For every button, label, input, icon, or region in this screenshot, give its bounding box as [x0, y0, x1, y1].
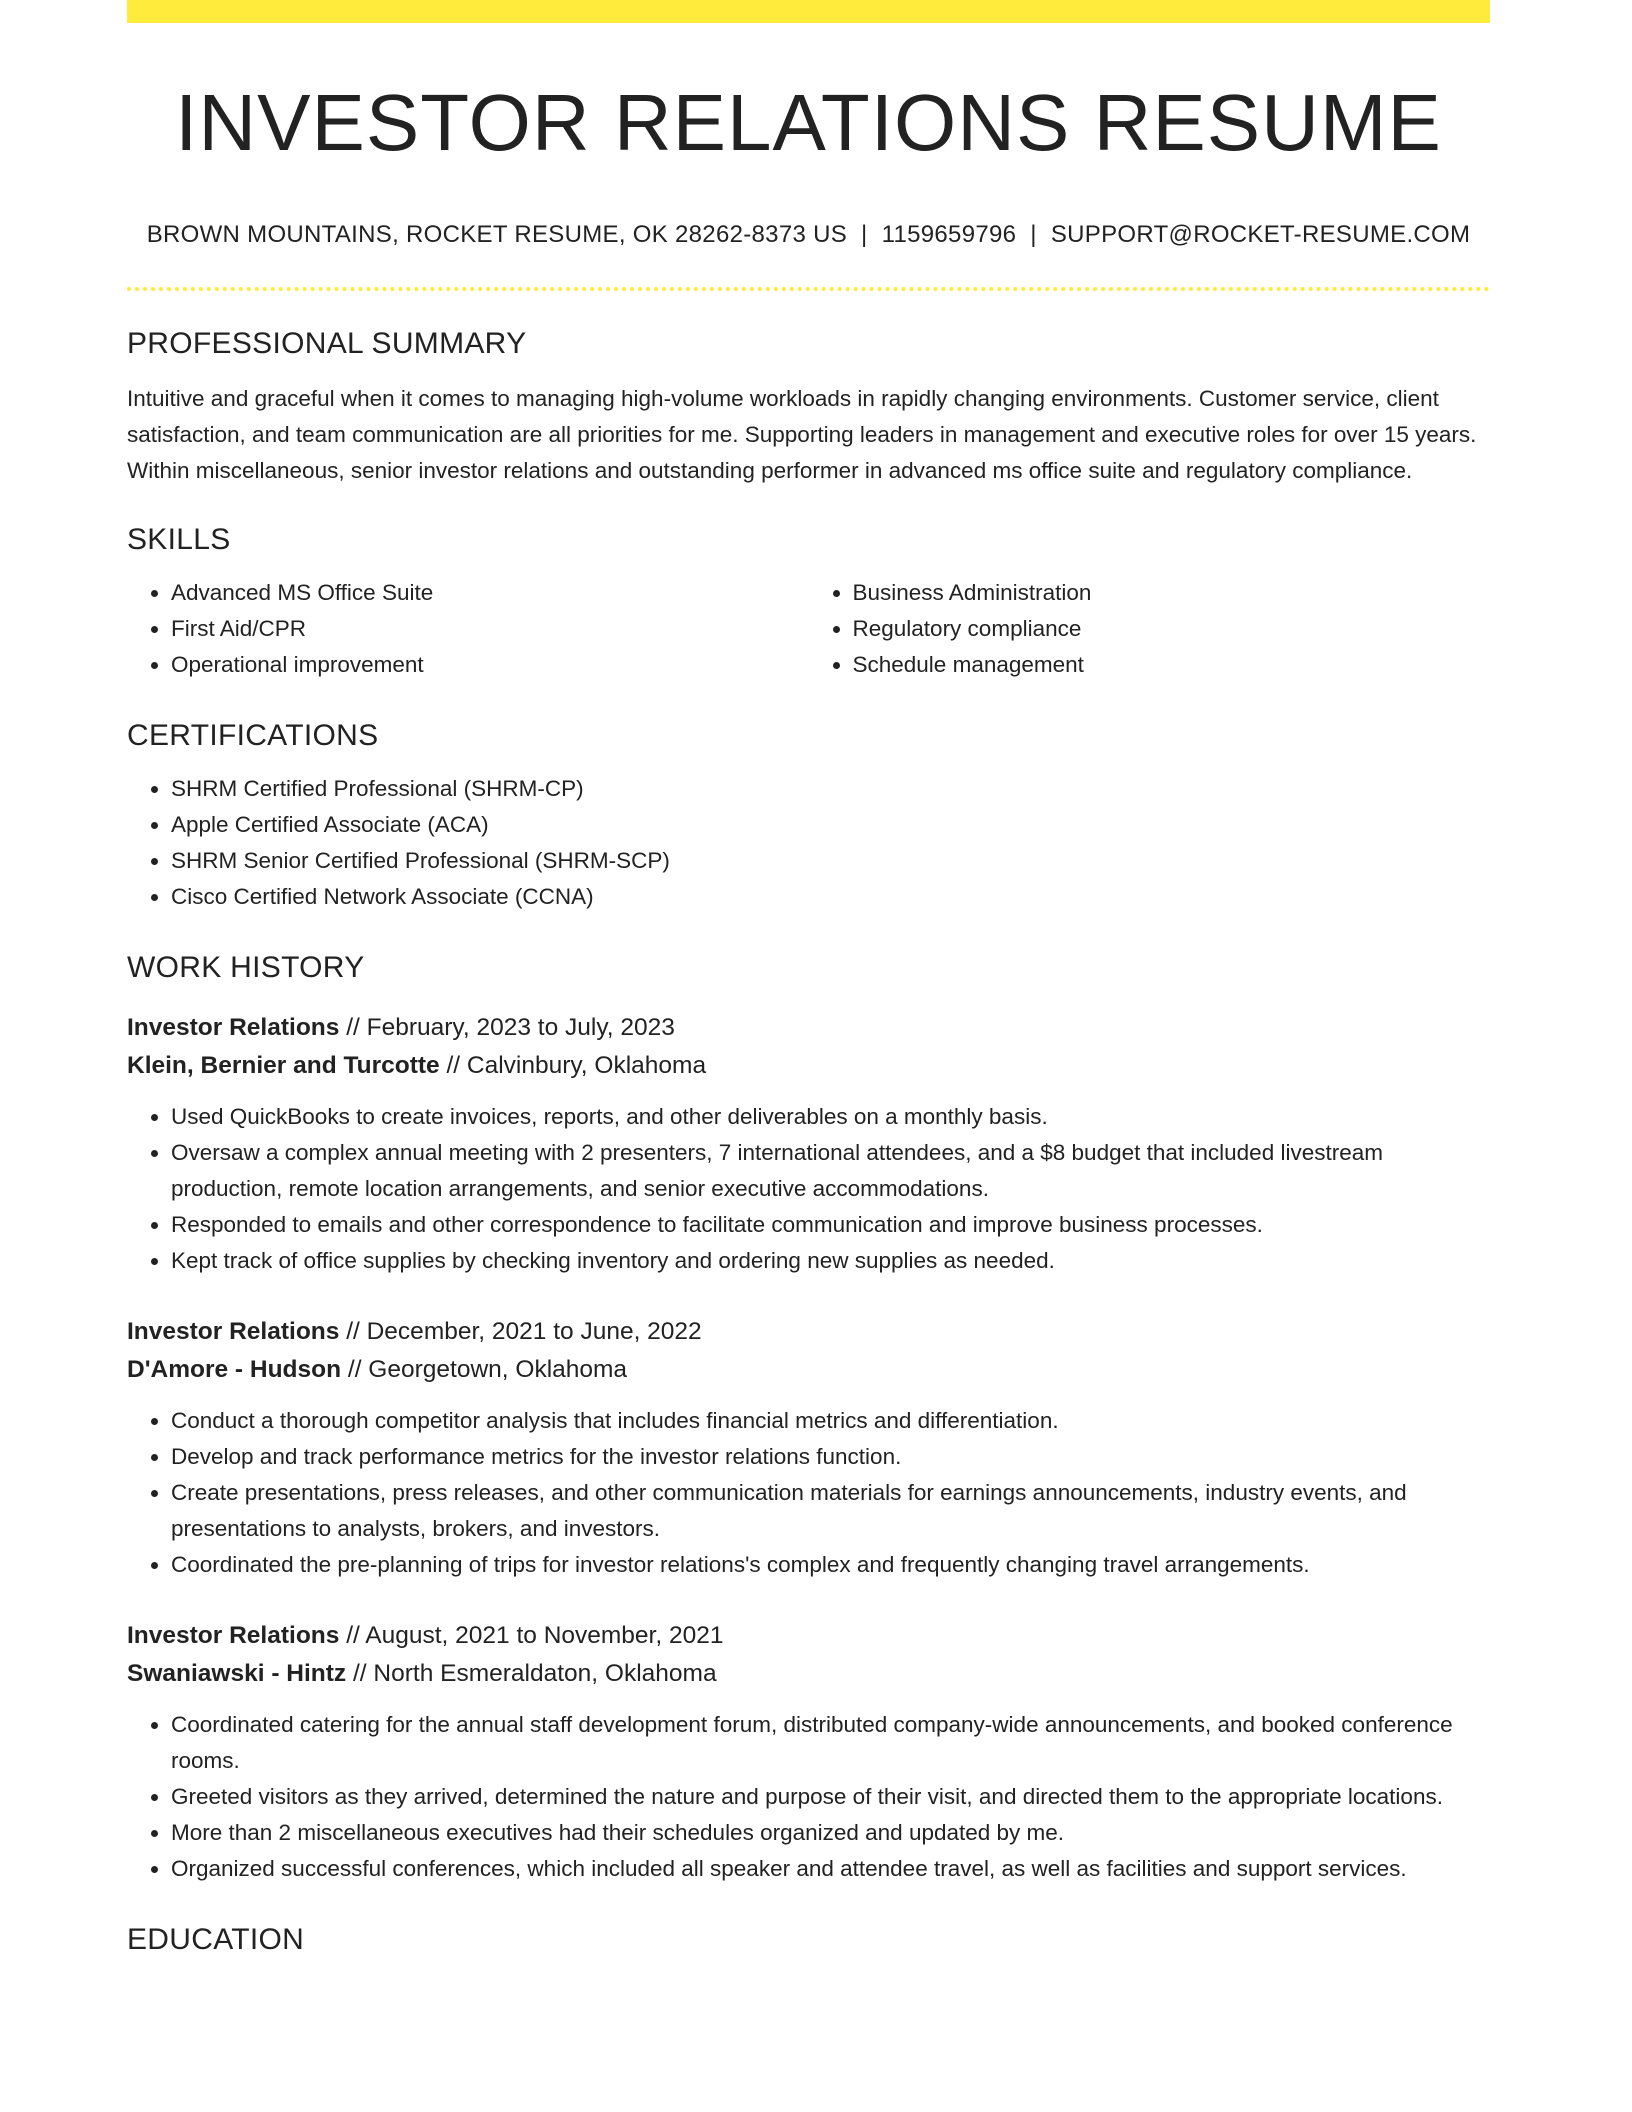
certification-item: • SHRM Senior Certified Professional (SHRM-SCP) [171, 843, 1490, 879]
job-company: Swaniawski - Hintz [127, 1660, 347, 1687]
summary-text: Intuitive and graceful when it comes to managing high-volume workloads in rapidly changing environments. Customer service, client satisfaction, and team communication are all priorities for me. Supporting leaders in management and executive roles for over 15 years. Within miscellaneous, senior investor relations and outstanding performer in advanced ms office suite and regulatory compliance. [127, 386, 1477, 483]
certification-item: • Cisco Certified Network Associate (CCNA) [171, 879, 1490, 915]
job-company-line [127, 1655, 1490, 1693]
contact-separator: | [1030, 221, 1037, 248]
job-title-line [127, 1009, 1490, 1047]
job-bullet: • Organized successful conferences, which included all speaker and attendee travel, as well as facilities and support services. [171, 1851, 1490, 1887]
skill-item: • Regulatory compliance [853, 611, 1491, 647]
job-bullets [127, 1403, 1490, 1583]
contact-separator: | [861, 221, 868, 248]
job-bullets [127, 1099, 1490, 1279]
skills-grid [127, 575, 1490, 683]
job-bullet: • More than 2 miscellaneous executives had their schedules organized and updated by me. [171, 1815, 1490, 1851]
certifications-heading: CERTIFICATIONS [127, 719, 379, 752]
job-entry [127, 1313, 1490, 1583]
job-dates: // December, 2021 to June, 2022 [339, 1318, 702, 1345]
job-location: // Georgetown, Oklahoma [341, 1356, 628, 1383]
job-bullets [127, 1707, 1490, 1887]
education-heading: EDUCATION [127, 1923, 305, 1956]
certifications-list [127, 771, 1490, 915]
job-title-line [127, 1617, 1490, 1655]
skill-item: • Operational improvement [171, 647, 809, 683]
skill-item: • Advanced MS Office Suite [171, 575, 809, 611]
job-location: // North Esmeraldaton, Oklahoma [346, 1660, 717, 1687]
job-location: // Calvinbury, Oklahoma [439, 1052, 707, 1079]
skill-item: • Business Administration [853, 575, 1491, 611]
contact-line [127, 221, 1490, 249]
job-role: Investor Relations [127, 1014, 340, 1041]
job-bullet: • Responded to emails and other correspondence to facilitate communication and improve business processes. [171, 1207, 1490, 1243]
skill-item: • Schedule management [853, 647, 1491, 683]
job-title-line [127, 1313, 1490, 1351]
contact-address: BROWN MOUNTAINS, ROCKET RESUME, OK 28262-8373 US [146, 221, 848, 248]
job-bullet: • Conduct a thorough competitor analysis that includes financial metrics and differentiation. [171, 1403, 1490, 1439]
resume-title: INVESTOR RELATIONS RESUME [175, 78, 1442, 167]
job-company-line [127, 1351, 1490, 1389]
job-dates: // August, 2021 to November, 2021 [339, 1622, 724, 1649]
job-bullet: • Oversaw a complex annual meeting with 2 presenters, 7 international attendees, and a $8 budget that included livestream production, remote location arrangements, and senior executive accommodations. [171, 1135, 1490, 1207]
contact-phone: 1159659796 [881, 221, 1017, 248]
job-bullet: • Coordinated catering for the annual staff development forum, distributed company-wide announcements, and booked conference rooms. [171, 1707, 1490, 1779]
job-entry [127, 1009, 1490, 1279]
skill-item: • First Aid/CPR [171, 611, 809, 647]
job-company: D'Amore - Hudson [127, 1356, 342, 1383]
work-history-heading: WORK HISTORY [127, 951, 365, 984]
job-company: Klein, Bernier and Turcotte [127, 1052, 440, 1079]
job-bullet: • Create presentations, press releases, and other communication materials for earnings announcements, industry events, and presentations to analysts, brokers, and investors. [171, 1475, 1490, 1547]
job-bullet: • Greeted visitors as they arrived, determined the nature and purpose of their visit, and directed them to the appropriate locations. [171, 1779, 1490, 1815]
job-dates: // February, 2023 to July, 2023 [339, 1014, 675, 1041]
skills-list-left [127, 575, 809, 683]
job-bullet: • Kept track of office supplies by checking inventory and ordering new supplies as needed. [171, 1243, 1490, 1279]
certification-item: • SHRM Certified Professional (SHRM-CP) [171, 771, 1490, 807]
job-bullet: • Used QuickBooks to create invoices, reports, and other deliverables on a monthly basis. [171, 1099, 1490, 1135]
job-role: Investor Relations [127, 1622, 340, 1649]
job-bullet: • Develop and track performance metrics for the investor relations function. [171, 1439, 1490, 1475]
job-entry [127, 1617, 1490, 1887]
job-company-line [127, 1047, 1490, 1085]
job-role: Investor Relations [127, 1318, 340, 1345]
resume-page [127, 0, 1490, 1955]
accent-bar [127, 0, 1490, 23]
skills-list-right [809, 575, 1491, 683]
job-bullet: • Coordinated the pre-planning of trips for investor relations's complex and frequently changing travel arrangements. [171, 1547, 1490, 1583]
dotted-divider [127, 287, 1490, 291]
contact-email[interactable]: SUPPORT@ROCKET-RESUME.COM [1050, 221, 1471, 248]
certification-item: • Apple Certified Associate (ACA) [171, 807, 1490, 843]
skills-heading: SKILLS [127, 523, 231, 556]
summary-heading: PROFESSIONAL SUMMARY [127, 327, 527, 360]
